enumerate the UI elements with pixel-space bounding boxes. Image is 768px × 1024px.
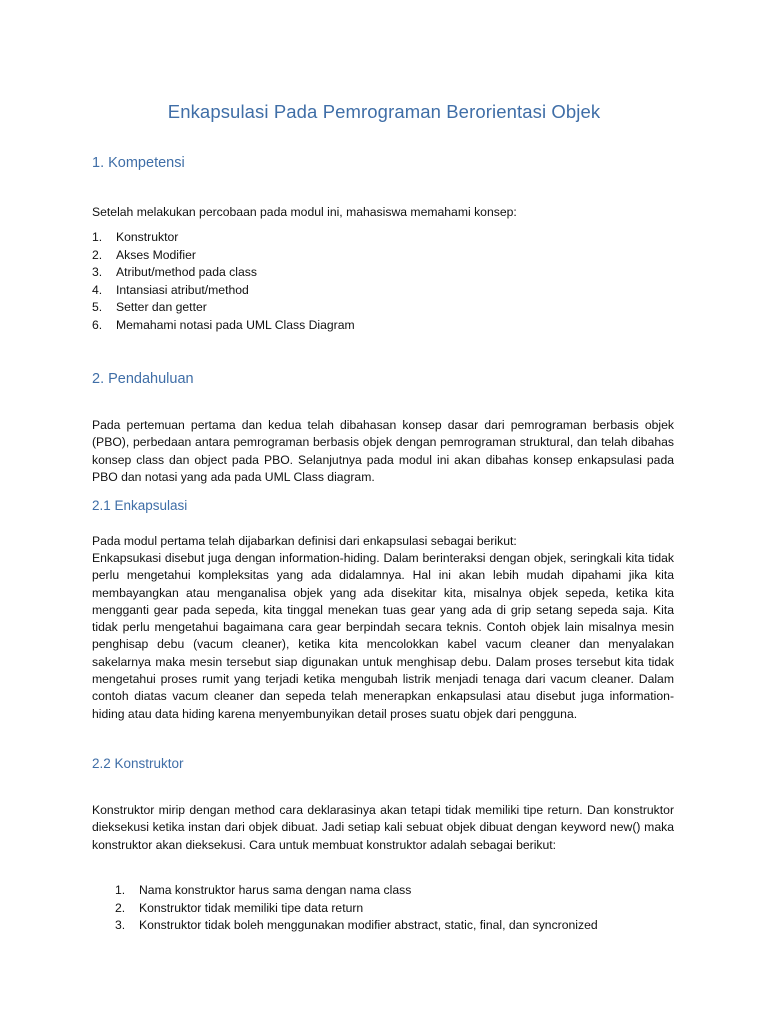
list-item-number: 1.	[92, 230, 103, 244]
list-item	[115, 900, 598, 918]
list-item	[115, 882, 598, 900]
list-item-text: Konstruktor tidak memiliki tipe data return	[139, 900, 364, 915]
list-item-text: Setter dan getter	[116, 300, 207, 315]
kompetensi-intro: Setelah melakukan percobaan pada modul ini, mahasiswa memahami konsep:	[92, 205, 517, 219]
enkapsulasi-paragraph: Enkapsukasi disebut juga dengan information-hiding. Dalam berinteraksi dengan objek, seringkali kita tidak perlu mengetahui kompleksitas yang ada didalamnya. Hal ini akan lebih mudah dipahami jika kita membayangkan atau menganalisa objek yang ada disekitar kita, misalnya objek sepeda, ketika kita mengganti gear pada sepeda, kita tinggal menekan tuas gear yang ada di grip setang sepeda saja. Kita tidak perlu mengetahui bagaimana cara gear berpindah secara teknis. Contoh objek lain misalnya mesin penghisap debu (vacum cleaner), ketika kita mencolokkan kabel vacum cleaner dan menyalakan sakelarnya maka mesin tersebut siap digunakan untuk menghisap debu. Dalam proses tersebut kita tidak mengetahui proses rumit yang terjadi ketika mengubah listrik menjadi tenaga dari vacum cleaner. Dalam contoh diatas vacum cleaner dan sepeda telah menerapkan enkapsulasi atau disebut juga information-hiding atau data hiding karena menyembunyikan detail proses suatu objek dari pengguna.	[92, 551, 674, 721]
heading-konstruktor: 2.2 Konstruktor	[92, 756, 184, 771]
konstruktor-list	[115, 882, 598, 935]
list-item	[92, 264, 355, 282]
list-item-number: 2.	[115, 900, 126, 915]
heading-pendahuluan: 2. Pendahuluan	[92, 371, 194, 387]
heading-enkapsulasi: 2.1 Enkapsulasi	[92, 498, 188, 513]
enkapsulasi-intro: Pada modul pertama telah dijabarkan definisi dari enkapsulasi sebagai berikut:	[92, 534, 517, 548]
list-item-text: Konstruktor	[116, 230, 179, 244]
list-item-number: 1.	[115, 883, 126, 897]
pendahuluan-paragraph: Pada pertemuan pertama dan kedua telah dibahasan konsep dasar dari pemrograman berbasis objek (PBO), perbedaan antara pemrograman berbasis objek dengan pemrograman struktural, dan telah dibahas konsep class dan object pada PBO. Selanjutnya pada modul ini akan dibahas konsep enkapsulasi pada PBO dan notasi yang ada pada UML Class diagram.	[92, 418, 674, 484]
list-item-number: 3.	[92, 265, 103, 280]
list-item	[92, 247, 355, 265]
list-item-number: 5.	[92, 300, 103, 315]
list-item-number: 6.	[92, 317, 103, 332]
list-item	[92, 317, 355, 335]
list-item	[115, 917, 598, 935]
list-item	[92, 229, 355, 247]
list-item-number: 4.	[92, 282, 103, 297]
list-item-text: Konstruktor tidak boleh menggunakan modifier abstract, static, final, dan syncronized	[139, 918, 598, 933]
list-item-number: 3.	[115, 918, 126, 933]
list-item	[92, 299, 355, 317]
kompetensi-list	[92, 229, 355, 335]
list-item-text: Memahami notasi pada UML Class Diagram	[116, 317, 355, 332]
konstruktor-paragraph: Konstruktor mirip dengan method cara deklarasinya akan tetapi tidak memiliki tipe return. Dan konstruktor dieksekusi ketika instan dari objek dibuat. Jadi setiap kali sebuat objek dibuat dengan keyword new() maka konstruktor akan dieksekusi. Cara untuk membuat konstruktor adalah sebagai berikut:	[92, 803, 674, 852]
list-item-text: Atribut/method pada class	[116, 265, 257, 280]
heading-kompetensi: 1. Kompetensi	[92, 155, 185, 171]
list-item-text: Akses Modifier	[116, 247, 196, 262]
list-item-text: Nama konstruktor harus sama dengan nama class	[139, 883, 412, 897]
list-item-text: Intansiasi atribut/method	[116, 282, 249, 297]
list-item-number: 2.	[92, 247, 103, 262]
document-title: Enkapsulasi Pada Pemrograman Berorientasi Objek	[167, 101, 601, 122]
list-item	[92, 282, 355, 300]
